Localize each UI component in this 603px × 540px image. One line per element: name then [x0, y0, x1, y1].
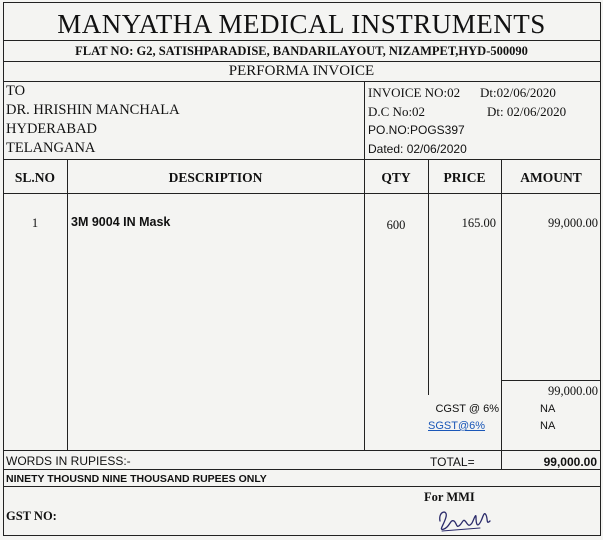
divider	[3, 450, 601, 451]
column-rule	[428, 159, 429, 395]
divider	[3, 40, 601, 41]
dc-number: D.C No:02	[368, 104, 426, 119]
to-label: TO	[6, 83, 26, 99]
divider	[3, 193, 601, 194]
row-qty: 600	[386, 218, 406, 232]
total-label: TOTAL=	[430, 455, 475, 469]
column-rule	[364, 159, 365, 450]
divider	[3, 469, 601, 470]
cgst-label: CGST @ 6%	[435, 403, 499, 415]
po-date: Dated: 02/06/2020	[368, 142, 467, 156]
column-header-slno: SL.NO	[14, 170, 56, 185]
column-rule	[67, 159, 68, 450]
sgst-label[interactable]: SGST@6%	[428, 420, 486, 432]
divider	[3, 61, 601, 62]
words-label: WORDS IN RUPIESS:-	[6, 454, 131, 468]
column-header-qty: QTY	[381, 170, 411, 185]
gst-number-label: GST NO:	[6, 509, 57, 523]
cgst-value: NA	[540, 403, 556, 415]
divider	[3, 159, 601, 160]
customer-state: TELANGANA	[6, 140, 96, 156]
divider	[364, 81, 365, 159]
invoice-date: Dt:02/06/2020	[480, 85, 556, 100]
row-slno: 1	[31, 216, 39, 230]
signature-drawing	[436, 505, 496, 535]
company-address: FLAT NO: G2, SATISHPARADISE, BANDARILAYOUT, NIZAMPET,HYD-500090	[75, 44, 528, 58]
customer-name: DR. HRISHIN MANCHALA	[6, 102, 180, 118]
invoice-number: INVOICE NO:02	[368, 85, 461, 100]
subtotal-value: 99,000.00	[548, 384, 598, 398]
divider	[501, 380, 601, 381]
customer-city: HYDERABAD	[6, 121, 98, 137]
column-header-amount: AMOUNT	[520, 170, 582, 185]
row-description: 3M 9004 IN Mask	[71, 215, 171, 229]
divider	[3, 81, 601, 82]
sgst-value: NA	[540, 420, 556, 432]
column-header-description: DESCRIPTION	[168, 170, 263, 185]
total-value: 99,000.00	[543, 455, 597, 469]
column-rule	[501, 159, 502, 469]
for-company-label: For MMI	[424, 490, 475, 504]
row-price: 165.00	[461, 216, 496, 230]
column-header-price: PRICE	[443, 170, 486, 185]
divider	[3, 486, 601, 487]
po-number: PO.NO:POGS397	[368, 123, 465, 137]
dc-date: Dt: 02/06/2020	[487, 104, 567, 119]
row-amount: 99,000.00	[548, 216, 598, 230]
company-name: MANYATHA MEDICAL INSTRUMENTS	[57, 9, 546, 39]
amount-in-words: NINETY THOUSND NINE THOUSAND RUPEES ONLY	[6, 473, 267, 485]
document-type: PERFORMA INVOICE	[228, 63, 375, 79]
signature	[436, 505, 496, 535]
